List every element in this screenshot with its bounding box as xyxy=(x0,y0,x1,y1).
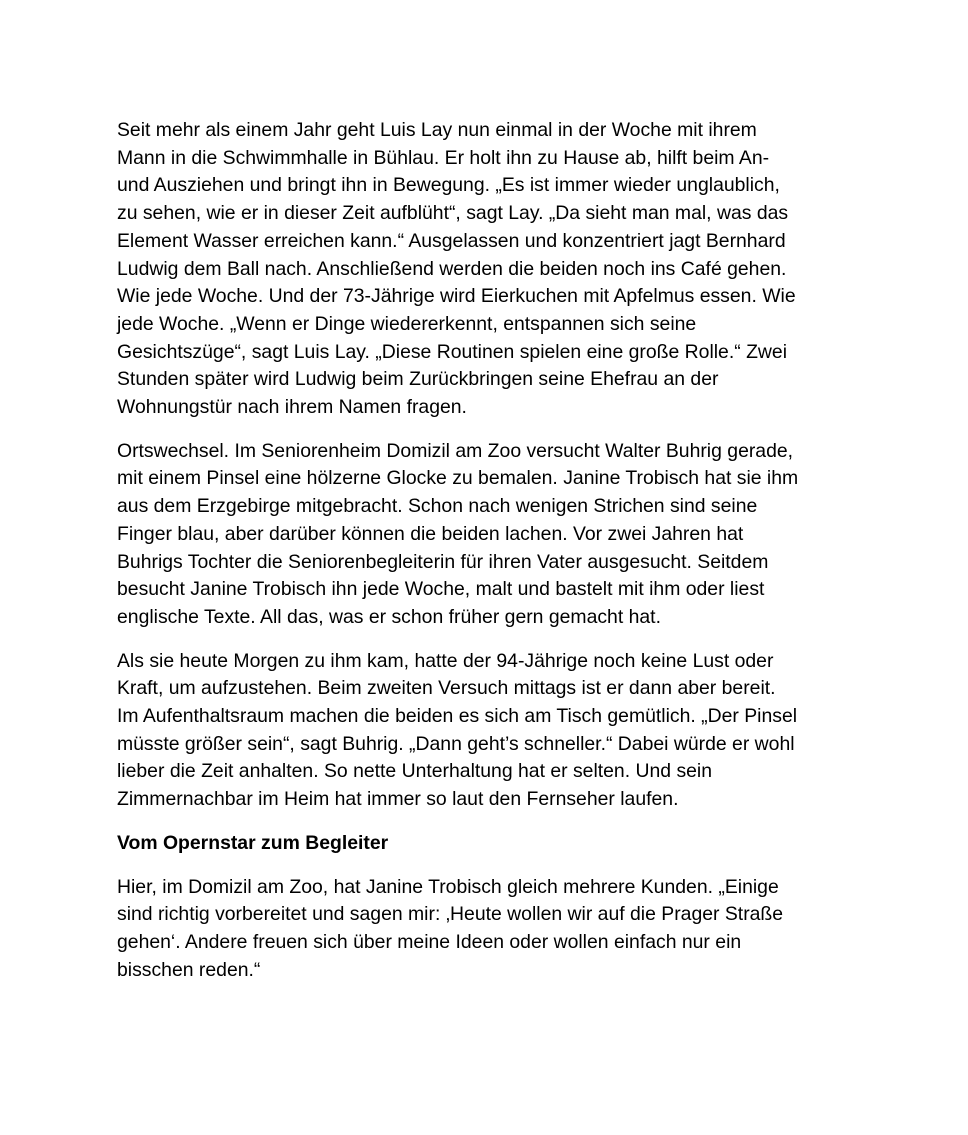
paragraph-line: Wohnungstür nach ihrem Namen fragen. xyxy=(117,396,467,419)
paragraph-line: jede Woche. „Wenn er Dinge wiedererkennt, entspannen sich seine xyxy=(117,312,697,335)
paragraph-line: mit einem Pinsel eine hölzerne Glocke zu bemalen. Janine Trobisch hat sie ihm xyxy=(117,467,799,490)
paragraph-line: besucht Janine Trobisch ihn jede Woche, malt und bastelt mit ihm oder liest xyxy=(117,578,765,601)
paragraph-line: Ludwig dem Ball nach. Anschließend werden die beiden noch ins Café gehen. xyxy=(117,257,787,280)
paragraph-line: aus dem Erzgebirge mitgebracht. Schon nach wenigen Strichen sind seine xyxy=(117,495,758,518)
paragraph-line: Im Aufenthaltsraum machen die beiden es sich am Tisch gemütlich. „Der Pinsel xyxy=(117,705,798,728)
paragraph-line: und Ausziehen und bringt ihn in Bewegung. „Es ist immer wieder unglaublich, xyxy=(117,174,780,197)
paragraph-line: Hier, im Domizil am Zoo, hat Janine Trobisch gleich mehrere Kunden. „Einige xyxy=(117,875,779,898)
paragraph-4 xyxy=(117,874,857,985)
paragraph-line: bisschen reden.“ xyxy=(117,958,261,981)
paragraph-line: englische Texte. All das, was er schon früher gern gemacht hat. xyxy=(117,605,661,628)
paragraph-line: Seit mehr als einem Jahr geht Luis Lay nun einmal in der Woche mit ihrem xyxy=(117,119,757,141)
paragraph-line: Zimmernachbar im Heim hat immer so laut den Fernseher laufen. xyxy=(117,788,679,811)
paragraph-line: zu sehen, wie er in dieser Zeit aufblüht“, sagt Lay. „Da sieht man mal, was das xyxy=(117,202,789,225)
paragraph-2 xyxy=(117,438,857,632)
paragraph-line: Element Wasser erreichen kann.“ Ausgelassen und konzentriert jagt Bernhard xyxy=(117,229,786,252)
paragraph-line: gehen‘. Andere freuen sich über meine Ideen oder wollen einfach nur ein xyxy=(117,930,742,953)
paragraph-3 xyxy=(117,648,857,814)
paragraph-line: Ortswechsel. Im Seniorenheim Domizil am Zoo versucht Walter Buhrig gerade, xyxy=(117,439,794,462)
paragraph-line: Finger blau, aber darüber können die beiden lachen. Vor zwei Jahren hat xyxy=(117,522,744,545)
paragraph-line: Gesichtszüge“, sagt Luis Lay. „Diese Routinen spielen eine große Rolle.“ Zwei xyxy=(117,340,788,363)
paragraph-line: lieber die Zeit anhalten. So nette Unterhaltung hat er selten. Und sein xyxy=(117,760,713,783)
paragraph-line: Wie jede Woche. Und der 73-Jährige wird Eierkuchen mit Apfelmus essen. Wie xyxy=(117,285,796,308)
paragraph-line: Mann in die Schwimmhalle in Bühlau. Er holt ihn zu Hause ab, hilft beim An- xyxy=(117,146,770,169)
paragraph-line: müsste größer sein“, sagt Buhrig. „Dann geht’s schneller.“ Dabei würde er wohl xyxy=(117,732,795,755)
paragraph-line: Kraft, um aufzustehen. Beim zweiten Versuch mittags ist er dann aber bereit. xyxy=(117,677,776,700)
paragraph-line: Stunden später wird Ludwig beim Zurückbringen seine Ehefrau an der xyxy=(117,368,719,391)
paragraph-line: Buhrigs Tochter die Seniorenbegleiterin für ihren Vater ausgesucht. Seitdem xyxy=(117,550,769,573)
paragraph-line: Als sie heute Morgen zu ihm kam, hatte der 94-Jährige noch keine Lust oder xyxy=(117,649,774,672)
paragraph-1 xyxy=(117,117,857,422)
document-page xyxy=(117,117,857,1000)
paragraph-line: sind richtig vorbereitet und sagen mir: ‚Heute wollen wir auf die Prager Straße xyxy=(117,903,784,926)
section-heading: Vom Opernstar zum Begleiter xyxy=(117,831,389,854)
